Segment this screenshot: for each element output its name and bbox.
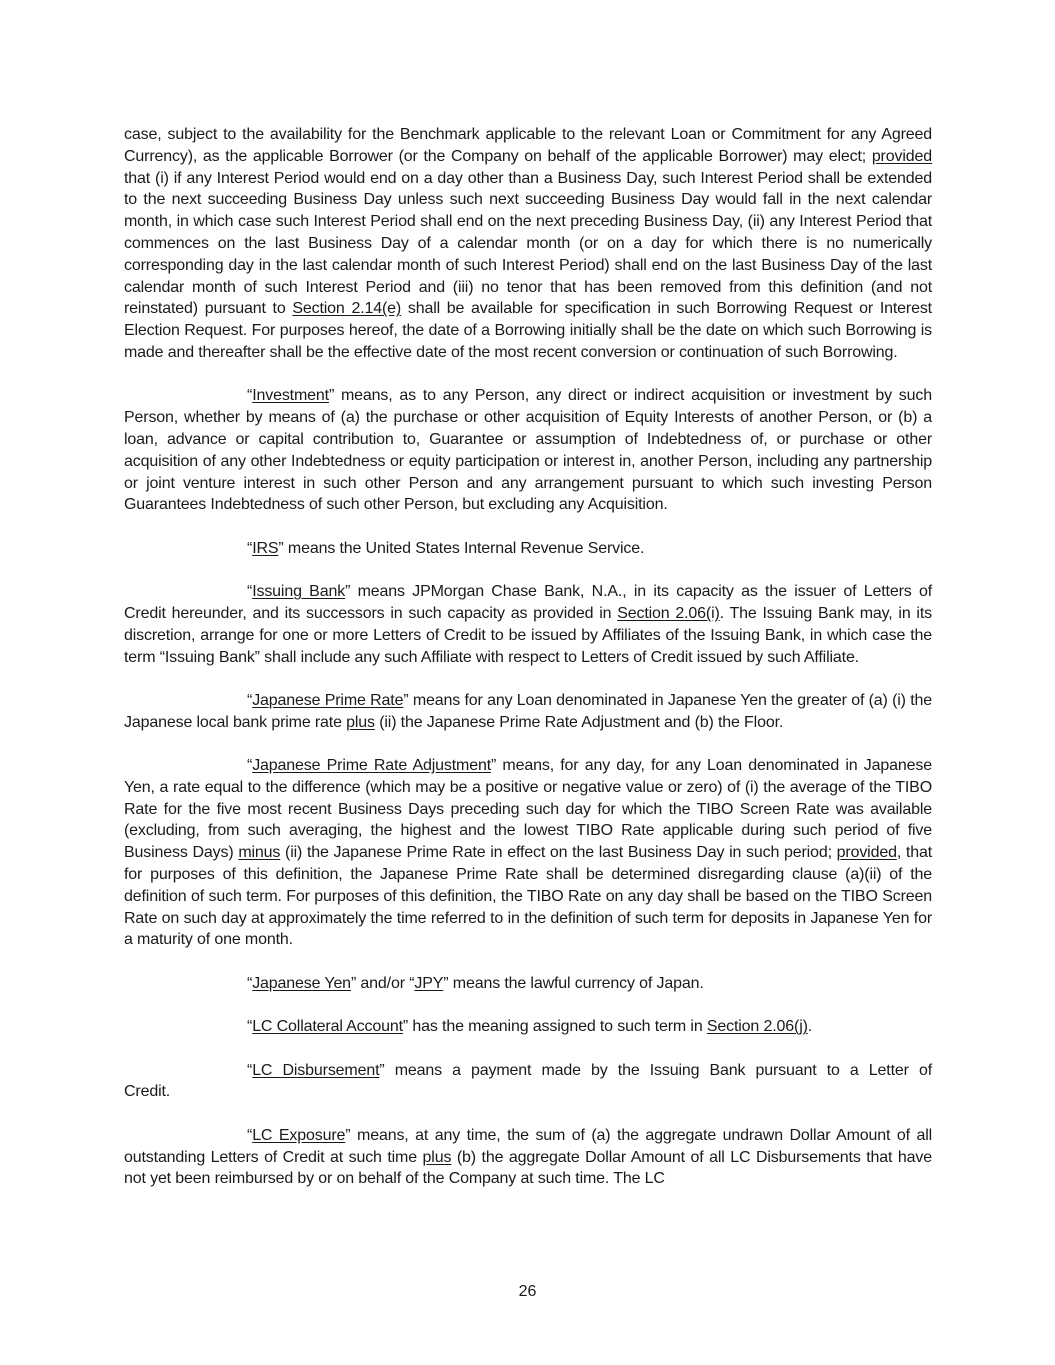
definition-text: . The Issuing Bank may, in its discretion, arrange for one or more Letters of Credit to be issued by Affiliates of the Issuing Bank, in which case the term “Issuing Bank” shall include any such Affiliate with respect to Letters of Credit issued by such Affiliate. <box>124 604 932 666</box>
term-minus: minus <box>238 844 281 862</box>
open-quote: “ <box>247 974 253 992</box>
definition-text: means, as to any Person, any direct or indirect acquisition or investment by such Person, whether by means of (a) the purchase or other acquisition of Equity Interests of another Person, or (b) a loan, advance or capital contribution to, Guarantee or assumption of Indebtedness of, or purchase or other acquisition of any other Indebtedness or equity participation or interest in, another Person, including any partnership or joint venture interest in such other Person and any arrangement pursuant to which such investing Person Guarantees Indebtedness of such other Person, but excluding any Acquisition. <box>124 387 932 514</box>
text: case, subject to the availability for the Benchmark applicable to the relevant Loan or Commitment for any Agreed Currency), as the applicable Borrower (or the Company on behalf of the applicable Borrower) may elect; <box>124 126 932 165</box>
definition-text: (b) the aggregate Dollar Amount of all LC Disbursements that have not yet been reimbursed by or on behalf of the Company at such time. The LC <box>124 1148 932 1188</box>
defined-term: IRS <box>252 539 279 557</box>
defined-term-provided: provided <box>871 147 932 165</box>
defined-term: Japanese Yen <box>252 974 351 992</box>
definition-japanese-prime-rate-adjustment <box>124 755 932 951</box>
defined-term: LC Disbursement <box>252 1061 380 1079</box>
close-quote: ” <box>345 583 351 601</box>
document-page <box>124 124 932 1212</box>
term-provided: provided <box>836 844 897 862</box>
defined-term: Investment <box>252 387 329 405</box>
defined-term: JPY <box>414 974 444 992</box>
definition-text: has the meaning assigned to such term in <box>408 1018 707 1036</box>
definition-lc-exposure <box>124 1125 932 1190</box>
text: shall be available for specification in such Borrowing Request or Interest Election Request. For purposes hereof, the date of a Borrowing initially shall be the date on which such Borrowing is made and thereafter shall be the effective date of the most recent conversion or continuation of such Borrowing. <box>124 300 932 361</box>
defined-term: Japanese Prime Rate Adjustment <box>252 757 491 775</box>
open-quote: “ <box>247 691 253 709</box>
definition-text: means for any Loan denominated in Japanese Yen the greater of (a) (i) the Japanese local bank prime rate <box>124 691 932 731</box>
definition-text: means, at any time, the sum of (a) the aggregate undrawn Dollar Amount of all outstanding Letters of Credit at such time <box>124 1126 932 1166</box>
definition-text: (ii) the Japanese Prime Rate in effect on the last Business Day in such period; <box>280 844 837 862</box>
close-quote: ” <box>402 1018 409 1036</box>
open-quote: “ <box>247 1126 253 1144</box>
close-quote: ” <box>278 539 284 557</box>
close-quote: ” <box>379 1061 385 1079</box>
open-quote: “ <box>247 387 253 405</box>
defined-term: LC Exposure <box>252 1126 346 1144</box>
definition-lc-disbursement <box>124 1060 932 1082</box>
text: that (i) if any Interest Period would end on a day other than a Business Day, such Interest Period shall be extended to the next succeeding Business Day unless such next succeeding Business Day would fall in the next calendar month, in which case such Interest Period shall end on the next preceding Business Day, (ii) any Interest Period that commences on the last Business Day of a calendar month (or on a day for which there is no numerically corresponding day in the last calendar month of such Interest Period) shall end on the last Business Day of the last calendar month of such Interest Period and (iii) no tenor that has been removed from this definition (and not reinstated) pursuant to <box>124 169 932 318</box>
definition-investment <box>124 385 932 516</box>
open-quote: “ <box>247 1061 253 1079</box>
paragraph-interest-period-continuation <box>124 124 932 364</box>
close-quote: ” <box>403 691 409 709</box>
open-quote: “ <box>247 757 253 775</box>
close-quote: ” <box>350 974 357 992</box>
close-quote: ” <box>443 974 449 992</box>
open-quote: “ <box>247 539 253 557</box>
cross-reference-section-2-06-i: Section 2.06(i) <box>617 604 720 622</box>
term-plus: plus <box>422 1148 452 1166</box>
definition-text: means, for any day, for any Loan denominated in Japanese Yen, a rate equal to the difference (which may be a positive or negative value or zero) of (i) the average of the TIBO Rate for the five most recent Business Days preceding such day for which the TIBO Screen Rate was available (excluding, from such averaging, the highest and the lowest TIBO Rate applicable during such period of five Business Days) <box>124 757 932 862</box>
definition-issuing-bank <box>124 581 932 668</box>
definition-text: means JPMorgan Chase Bank, N.A., in its capacity as the issuer of Letters of Credit hereunder, and its successors in such capacity as provided in <box>124 583 932 622</box>
definition-text: (ii) the Japanese Prime Rate Adjustment and (b) the Floor. <box>374 713 784 731</box>
close-quote: ” <box>345 1126 351 1144</box>
cross-reference-section-2-14-e: Section 2.14(e) <box>292 300 402 318</box>
definition-japanese-prime-rate <box>124 690 932 734</box>
definition-text: and/or <box>356 974 410 992</box>
defined-term: Issuing Bank <box>252 583 346 601</box>
definition-japanese-yen <box>124 973 932 995</box>
page-number: 26 <box>518 1283 537 1300</box>
open-quote: “ <box>247 583 253 601</box>
cross-reference-section-2-06-j: Section 2.06(j) <box>706 1018 808 1036</box>
close-quote: ” <box>328 387 335 405</box>
definition-lc-collateral-account <box>124 1016 932 1038</box>
open-quote: “ <box>247 1018 253 1036</box>
definition-text: means the lawful currency of Japan. <box>448 974 704 992</box>
definition-text: means a payment made by the Issuing Bank pursuant to a Letter of <box>384 1061 932 1079</box>
open-quote: “ <box>409 974 415 992</box>
close-quote: ” <box>491 757 497 775</box>
defined-term: Japanese Prime Rate <box>252 691 404 709</box>
definition-text: . <box>807 1018 813 1036</box>
definition-text: , that for purposes of this definition, the Japanese Prime Rate shall be determined disregarding clause (a)(ii) of the definition of such term. For purposes of this definition, the TIBO Rate on any day shall be based on the TIBO Screen Rate on such day at approximately the time referred to in the definition of such term for deposits in Japanese Yen for a maturity of one month. <box>124 844 933 949</box>
term-plus: plus <box>346 713 375 731</box>
defined-term: LC Collateral Account <box>252 1018 403 1036</box>
definition-irs <box>124 538 932 560</box>
definition-lc-disbursement-end <box>124 1081 932 1103</box>
definition-text: Credit. <box>124 1083 171 1101</box>
definition-text: means the United States Internal Revenue Service. <box>283 539 645 557</box>
